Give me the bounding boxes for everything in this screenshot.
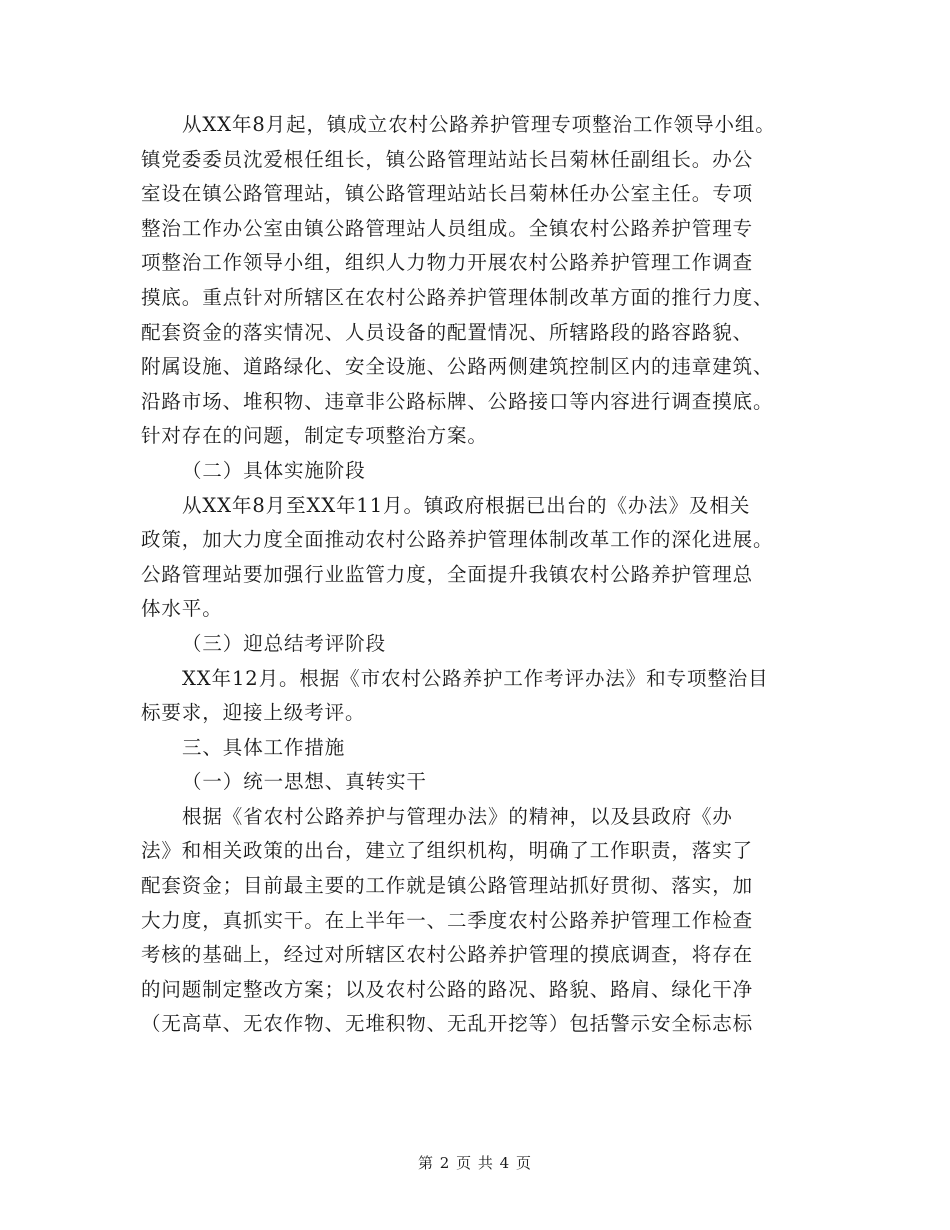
section-heading: （二）具体实施阶段 (182, 458, 366, 482)
page-number-footer: 第 2 页 共 4 页 (418, 1154, 532, 1172)
paragraph-line: 考核的基础上，经过对所辖区农村公路养护管理的摸底调查，将存在 (141, 943, 754, 967)
paragraph-line: 摸底。重点针对所辖区在农村公路养护管理体制改革方面的推行力度、 (141, 285, 774, 309)
document-body (141, 108, 821, 1042)
paragraph-line: 体水平。 (141, 597, 223, 621)
paragraph-line: 镇党委委员沈爱根任组长，镇公路管理站站长吕菊林任副组长。办公 (141, 147, 754, 171)
paragraph-line: 整治工作办公室由镇公路管理站人员组成。全镇农村公路养护管理专 (141, 216, 754, 240)
paragraph-line: 从XX年8月起，镇成立农村公路养护管理专项整治工作领导小组。 (182, 113, 776, 136)
paragraph-line: 法》和相关政策的出台，建立了组织机构，明确了工作职责，落实了 (141, 839, 754, 863)
paragraph-line: （无高草、无农作物、无堆积物、无乱开挖等）包括警示安全标志标 (141, 1012, 754, 1036)
paragraph-line: 室设在镇公路管理站，镇公路管理站站长吕菊林任办公室主任。专项 (141, 182, 754, 206)
paragraph-line: 大力度，真抓实干。在上半年一、二季度农村公路养护管理工作检查 (141, 908, 754, 932)
paragraph-line: 的问题制定整改方案；以及农村公路的路况、路貌、路肩、绿化干净 (141, 977, 754, 1001)
paragraph-line: XX年12月。根据《市农村公路养护工作考评办法》和专项整治目 (182, 666, 769, 690)
paragraph-line: 根据《省农村公路养护与管理办法》的精神，以及县政府《办 (182, 804, 733, 828)
paragraph-line: 针对存在的问题，制定专项整治方案。 (141, 424, 488, 448)
section-heading: （一）统一思想、真转实干 (182, 770, 427, 794)
paragraph-line: 项整治工作领导小组，组织人力物力开展农村公路养护管理工作调查 (141, 251, 754, 275)
paragraph-line: 沿路市场、堆积物、违章非公路标牌、公路接口等内容进行调查摸底。 (141, 389, 774, 413)
paragraph-line: 公路管理站要加强行业监管力度，全面提升我镇农村公路养护管理总 (141, 562, 754, 586)
paragraph-line: 配套资金；目前最主要的工作就是镇公路管理站抓好贯彻、落实，加 (141, 874, 754, 898)
paragraph-line: 标要求，迎接上级考评。 (141, 701, 366, 725)
paragraph-line: 从XX年8月至XX年11月。镇政府根据已出台的《办法》及相关 (182, 493, 751, 517)
section-heading: （三）迎总结考评阶段 (182, 631, 387, 655)
section-heading: 三、具体工作措施 (182, 735, 346, 759)
paragraph-line: 政策，加大力度全面推动农村公路养护管理体制改革工作的深化进展。 (141, 528, 774, 552)
paragraph-line: 附属设施、道路绿化、安全设施、公路两侧建筑控制区内的违章建筑、 (141, 355, 774, 379)
paragraph-line: 配套资金的落实情况、人员设备的配置情况、所辖路段的路容路貌、 (141, 320, 754, 344)
